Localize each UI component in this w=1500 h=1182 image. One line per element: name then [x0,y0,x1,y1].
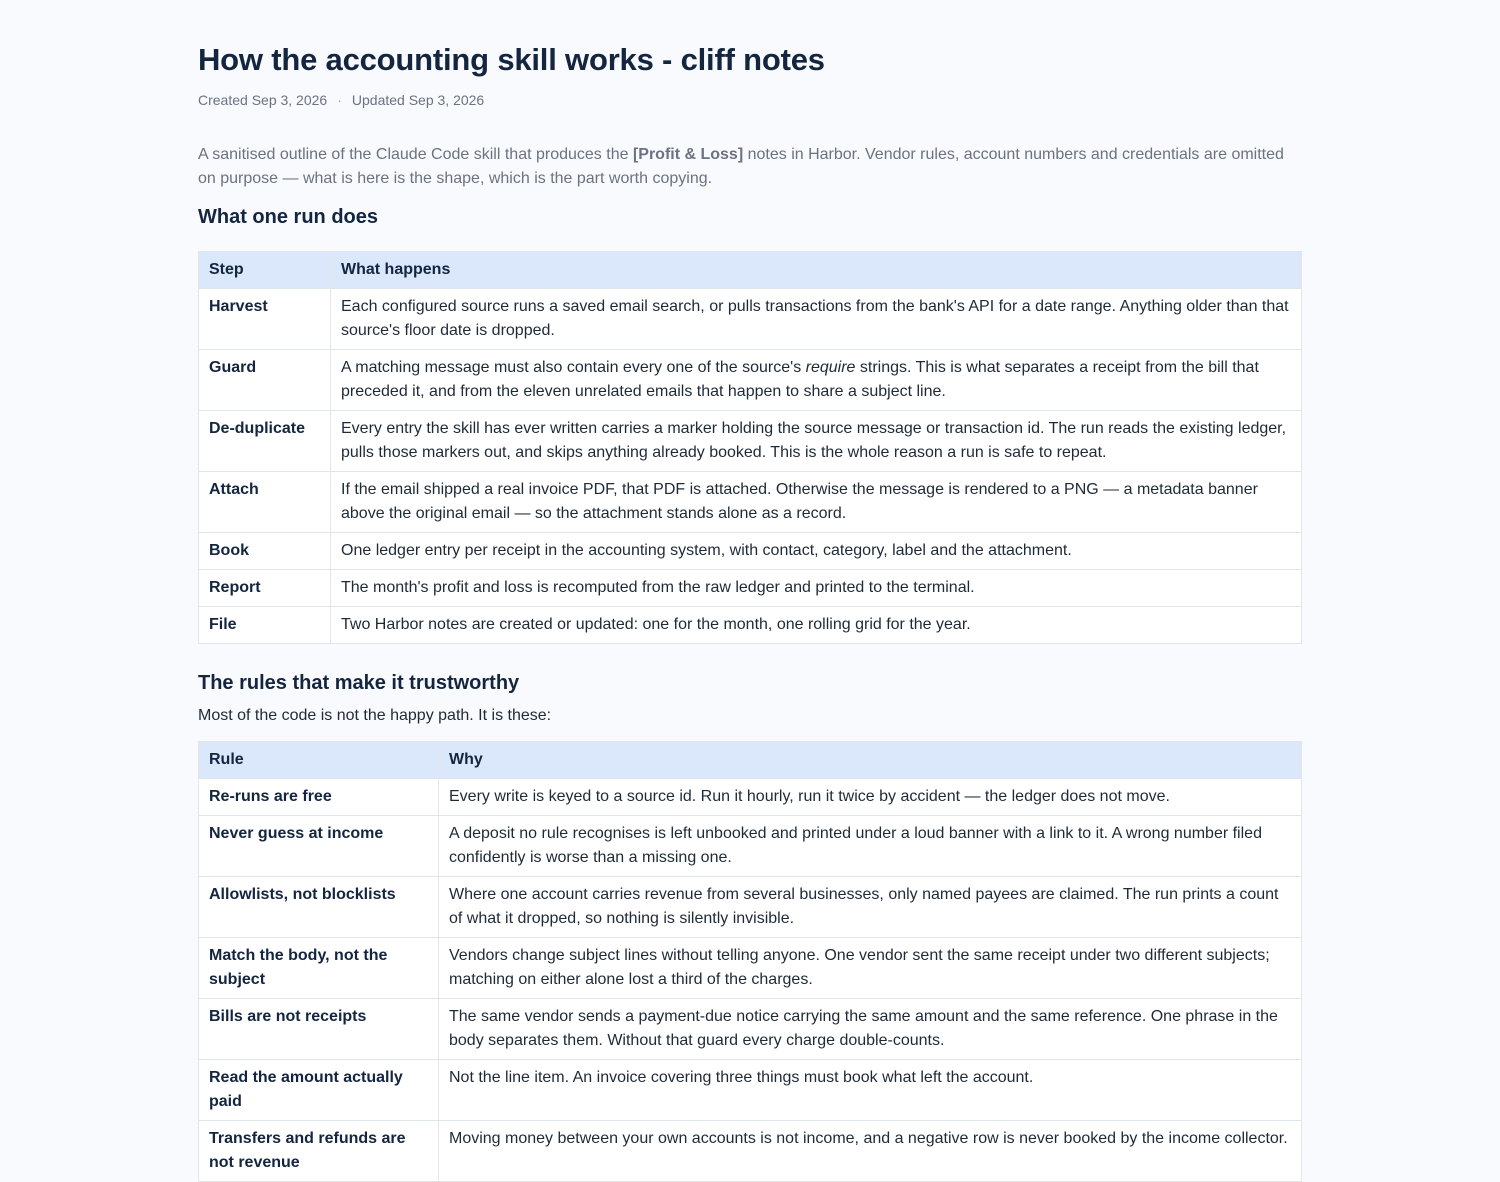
rule-name: Allowlists, not blocklists [199,877,439,938]
rule-name: Re-runs are free [199,779,439,816]
intro-text-after: notes in Harbor. Vendor rules, account numbers and credentials are omitted on purpose — what is here is the shape, which is the part worth copying. [198,146,1284,187]
table-row [199,607,1302,644]
column-header-what-happens: What happens [331,252,1302,289]
step-description: One ledger entry per receipt in the accounting system, with contact, category, label and the attachment. [331,533,1302,570]
step-description [331,350,1302,411]
column-header-why: Why [439,742,1302,779]
table-row [199,999,1302,1060]
rule-reason: Moving money between your own accounts is not income, and a negative row is never booked by the income collector. [439,1121,1302,1182]
table-row [199,472,1302,533]
step-name: Guard [199,350,331,411]
intro-bold-term: [Profit & Loss] [632,146,744,163]
section-subtitle-rules: Most of the code is not the happy path. It is these: [198,707,552,724]
table-row [199,938,1302,999]
step-name: Book [199,533,331,570]
table-row [199,350,1302,411]
table-row [199,1121,1302,1182]
step-description: The month's profit and loss is recomputed from the raw ledger and printed to the terminal. [331,570,1302,607]
table-row [199,289,1302,350]
step-name: De-duplicate [199,411,331,472]
rule-reason: The same vendor sends a payment-due notice carrying the same amount and the same reference. One phrase in the body separates them. Without that guard every charge double-counts. [439,999,1302,1060]
table-row [199,570,1302,607]
table-row [199,816,1302,877]
step-description: Each configured source runs a saved email search, or pulls transactions from the bank's API for a date range. Anything older than that source's floor date is dropped. [331,289,1302,350]
section-heading-run: What one run does [198,206,378,228]
table-row [199,779,1302,816]
step-text-before: A matching message must also contain every one of the source's [341,359,806,376]
intro-text-before: A sanitised outline of the Claude Code skill that produces the [198,146,633,163]
rule-reason: Not the line item. An invoice covering three things must book what left the account. [439,1060,1302,1121]
table-header-row [199,252,1302,289]
step-text-emphasis: require [805,359,856,376]
rule-name: Never guess at income [199,816,439,877]
rule-reason: Every write is keyed to a source id. Run it hourly, run it twice by accident — the ledger does not move. [439,779,1302,816]
step-description: Two Harbor notes are created or updated: one for the month, one rolling grid for the year. [331,607,1302,644]
step-description: If the email shipped a real invoice PDF, that PDF is attached. Otherwise the message is rendered to a PNG — a metadata banner above the original email — so the attachment stands alone as a record. [331,472,1302,533]
page-title: How the accounting skill works - cliff notes [198,42,825,77]
column-header-step: Step [199,252,331,289]
step-name: Attach [199,472,331,533]
note-meta [198,92,484,108]
rule-name: Bills are not receipts [199,999,439,1060]
table-row [199,1060,1302,1121]
rule-name: Transfers and refunds are not revenue [199,1121,439,1182]
step-name: Report [199,570,331,607]
step-name: Harvest [199,289,331,350]
rule-reason: A deposit no rule recognises is left unbooked and printed under a loud banner with a link to it. A wrong number filed confidently is worse than a missing one. [439,816,1302,877]
intro-paragraph [198,143,1302,191]
column-header-rule: Rule [199,742,439,779]
table-row [199,411,1302,472]
rule-name: Read the amount actually paid [199,1060,439,1121]
rules-table [198,741,1302,1182]
updated-date: Updated Sep 3, 2026 [351,92,485,108]
step-name: File [199,607,331,644]
table-row [199,533,1302,570]
rule-name: Match the body, not the subject [199,938,439,999]
run-steps-table [198,251,1302,644]
meta-separator: · [337,92,342,108]
table-header-row [199,742,1302,779]
rule-reason: Vendors change subject lines without telling anyone. One vendor sent the same receipt under two different subjects; matching on either alone lost a third of the charges. [439,938,1302,999]
table-row [199,877,1302,938]
step-description: Every entry the skill has ever written carries a marker holding the source message or transaction id. The run reads the existing ledger, pulls those markers out, and skips anything already booked. This is the whole reason a run is safe to repeat. [331,411,1302,472]
rule-reason: Where one account carries revenue from several businesses, only named payees are claimed. The run prints a count of what it dropped, so nothing is silently invisible. [439,877,1302,938]
section-heading-rules: The rules that make it trustworthy [198,672,520,694]
created-date: Created Sep 3, 2026 [198,92,328,108]
step-text-after: strings. This is what separates a receipt from the bill that preceded it, and from the eleven unrelated emails that happen to share a subject line. [341,359,1259,400]
